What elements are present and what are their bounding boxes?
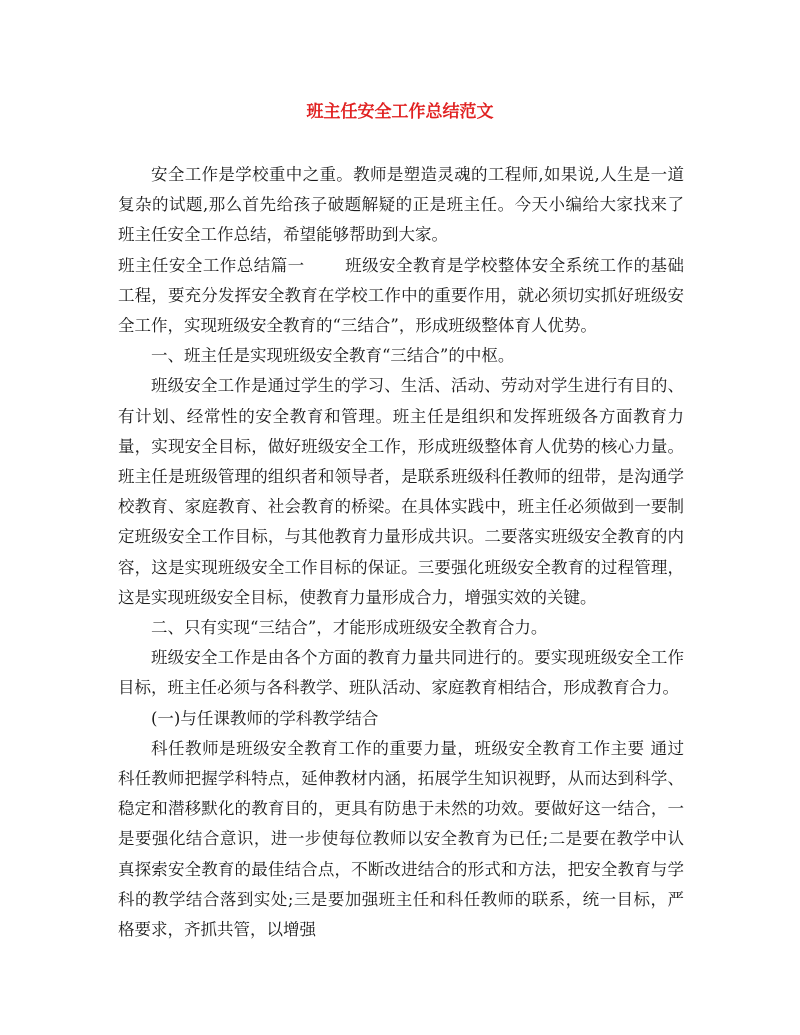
- part1-label: 班主任安全工作总结篇一: [118, 255, 305, 275]
- intro-paragraph: 安全工作是学校重中之重。教师是塑造灵魂的工程师,如果说,人生是一道复杂的试题,那么首先给孩子破题解疑的正是班主任。今天小编给大家找来了班主任安全工作总结，希望能够帮助到大家。: [118, 165, 684, 245]
- part1-lead: 班级安全教育是学校整体安全系统工作的基础工程，要充分发挥安全教育在学校工作中的重要作用，就必须切实抓好班级安全工作，实现班级安全教育的“三结合”，形成班级整体育人优势。: [118, 255, 685, 336]
- document-body: [118, 160, 684, 945]
- document-title: 班主任安全工作总结范文: [306, 102, 494, 122]
- body-paragraph-3: 科任教师是班级安全教育工作的重要力量，班级安全教育工作主要 通过科任教师把握学科特点，延伸教材内涵，拓展学生知识视野，从而达到科学、稳定和潜移默化的教育目的，更具有防患于未然的功效。要做好这一结合，一是要强化结合意识，进一步使每位教师以安全教育为已任;二是要在教学中认真探索安全教育的最佳结合点，不断改进结合的形式和方法，把安全教育与学科的教学结合落到实处;三是要加强班主任和科任教师的联系，统一目标，严格要求，齐抓共管，以增强: [118, 738, 684, 940]
- subsection-heading-1: (一)与任课教师的学科教学结合: [151, 708, 379, 728]
- part1-paragraph: [118, 251, 684, 342]
- body-paragraph-2: 班级安全工作是由各个方面的教育力量共同进行的。要实现班级安全工作目标，班主任必须与各科教学、班队活动、家庭教育相结合，形成教育合力。: [118, 648, 684, 698]
- section-heading-2: 二、只有实现“三结合”，才能形成班级安全教育合力。: [151, 618, 548, 638]
- body-paragraph-1: 班级安全工作是通过学生的学习、生活、活动、劳动对学生进行有目的、有计划、经常性的安全教育和管理。班主任是组织和发挥班级各方面教育力量，实现安全目标，做好班级安全工作，形成班级整体育人优势的核心力量。班主任是班级管理的组织者和领导者，是联系班级科任教师的纽带，是沟通学校教育、家庭教育、社会教育的桥梁。在具体实践中，班主任必须做到一要制定班级安全工作目标，与其他教育力量形成共识。二要落实班级安全教育的内容，这是实现班级安全工作目标的保证。三要强化班级安全教育的过程管理，这是实现班级安全目标，使教育力量形成合力，增强实效的关键。: [118, 376, 684, 607]
- section-heading-1: 一、班主任是实现班级安全教育“三结合”的中枢。: [151, 346, 515, 366]
